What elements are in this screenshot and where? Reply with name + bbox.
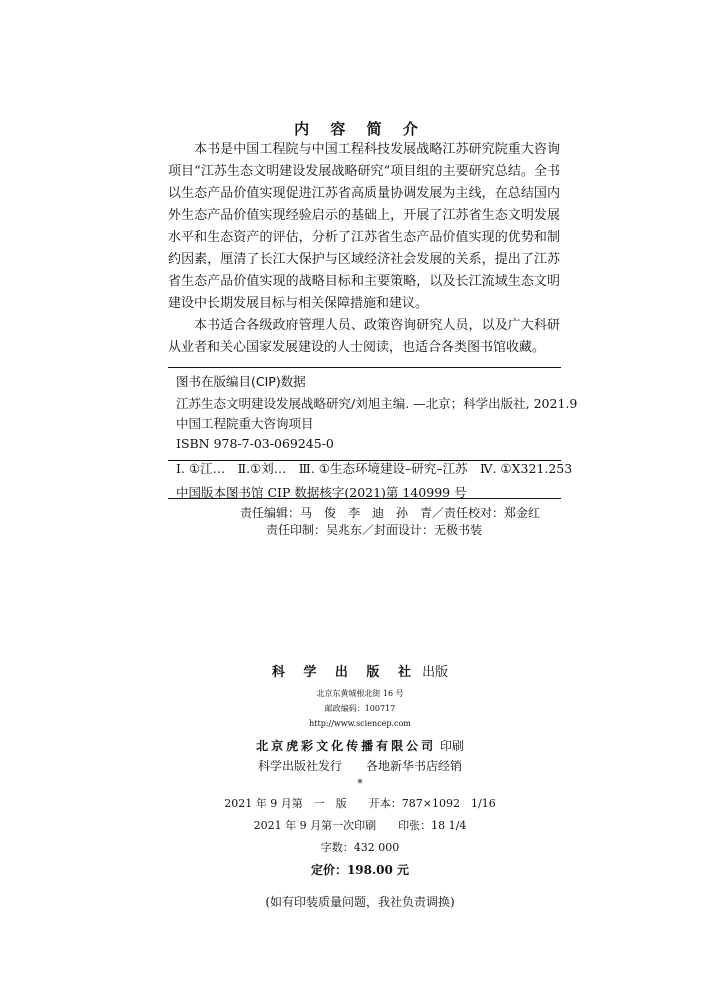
publisher-name: 科 学 出 版 社	[271, 665, 418, 680]
summary-paragraph-2: 本书适合各级政府管理人员、政策咨询研究人员，以及广大科研从业者和关心国家发展建设的人士阅读，也适合各类图书馆收藏。	[168, 318, 560, 355]
editors-line-1: 责任编辑：马 俊 李 迪 孙 青／责任校对：郑金红	[240, 506, 541, 520]
printer-name: 北京虎彩文化传播有限公司	[256, 739, 437, 753]
separator-star: *	[357, 777, 363, 790]
price: 定价：198.00 元	[310, 863, 410, 877]
printing-line: 2021 年 9 月第一次印刷 印张：18 1/4	[253, 819, 467, 832]
edition-line: 2021 年 9 月第 一 版 开本：787×1092 1/16	[224, 797, 496, 810]
colophon	[0, 664, 720, 913]
publisher-suffix: 出版	[422, 665, 449, 680]
distribution-line: 科学出版社发行 各地新华书店经销	[257, 759, 462, 773]
cip-classification-line: Ⅰ. ①江… Ⅱ.①刘… Ⅲ. ①生态环境建设–研究–江苏 Ⅳ. ①X321.253	[176, 461, 573, 476]
publisher-website: http://www.sciencep.com	[309, 719, 411, 728]
publisher-address: 北京东黄城根北街 16 号	[316, 689, 404, 698]
printer-line	[0, 735, 720, 757]
cip-isbn-line: ISBN 978-7-03-069245-0	[176, 436, 334, 451]
summary-section	[168, 139, 560, 359]
cip-record-number: 中国版本图书馆 CIP 数据核字(2021)第 140999 号	[176, 485, 467, 500]
publisher-postcode: 邮政编码：100717	[324, 704, 396, 713]
publisher-line	[0, 664, 720, 682]
cip-heading: 图书在版编目(CIP)数据	[176, 374, 306, 389]
divider-bottom	[168, 498, 561, 499]
quality-note: (如有印装质量问题，我社负责调换)	[265, 895, 455, 909]
summary-paragraph-1: 本书是中国工程院与中国工程科技发展战略江苏研究院重大咨询项目“江苏生态文明建设发展战略研究”项目组的主要研究总结。全书以生态产品价值实现促进江苏省高质量协调发展为主线，在总结国内外生态产品价值实现经验启示的基础上，开展了江苏省生态文明发展水平和生态资产的评估，分析了江苏省生态产品价值实现的优势和制约因素，厘清了长江大保护与区域经济社会发展的关系，提出了江苏省生态产品价值实现的战略目标和主要策略，以及长江流域生态文明建设中长期发展目标与相关保障措施和建议。	[168, 142, 560, 311]
divider-top	[168, 367, 561, 368]
printer-suffix: 印刷	[439, 739, 464, 753]
editors-block	[240, 505, 570, 539]
editors-line-2: 责任印制：吴兆东／封面设计：无极书装	[266, 523, 483, 537]
cip-block	[176, 372, 578, 503]
cip-title-line: 江苏生态文明建设发展战略研究/刘旭主编. —北京；科学出版社, 2021.9	[176, 396, 578, 411]
divider-middle	[168, 460, 561, 461]
word-count: 字数：432 000	[320, 841, 400, 854]
cip-series-line: 中国工程院重大咨询项目	[176, 416, 314, 431]
summary-title: 内 容 简 介	[294, 120, 426, 138]
